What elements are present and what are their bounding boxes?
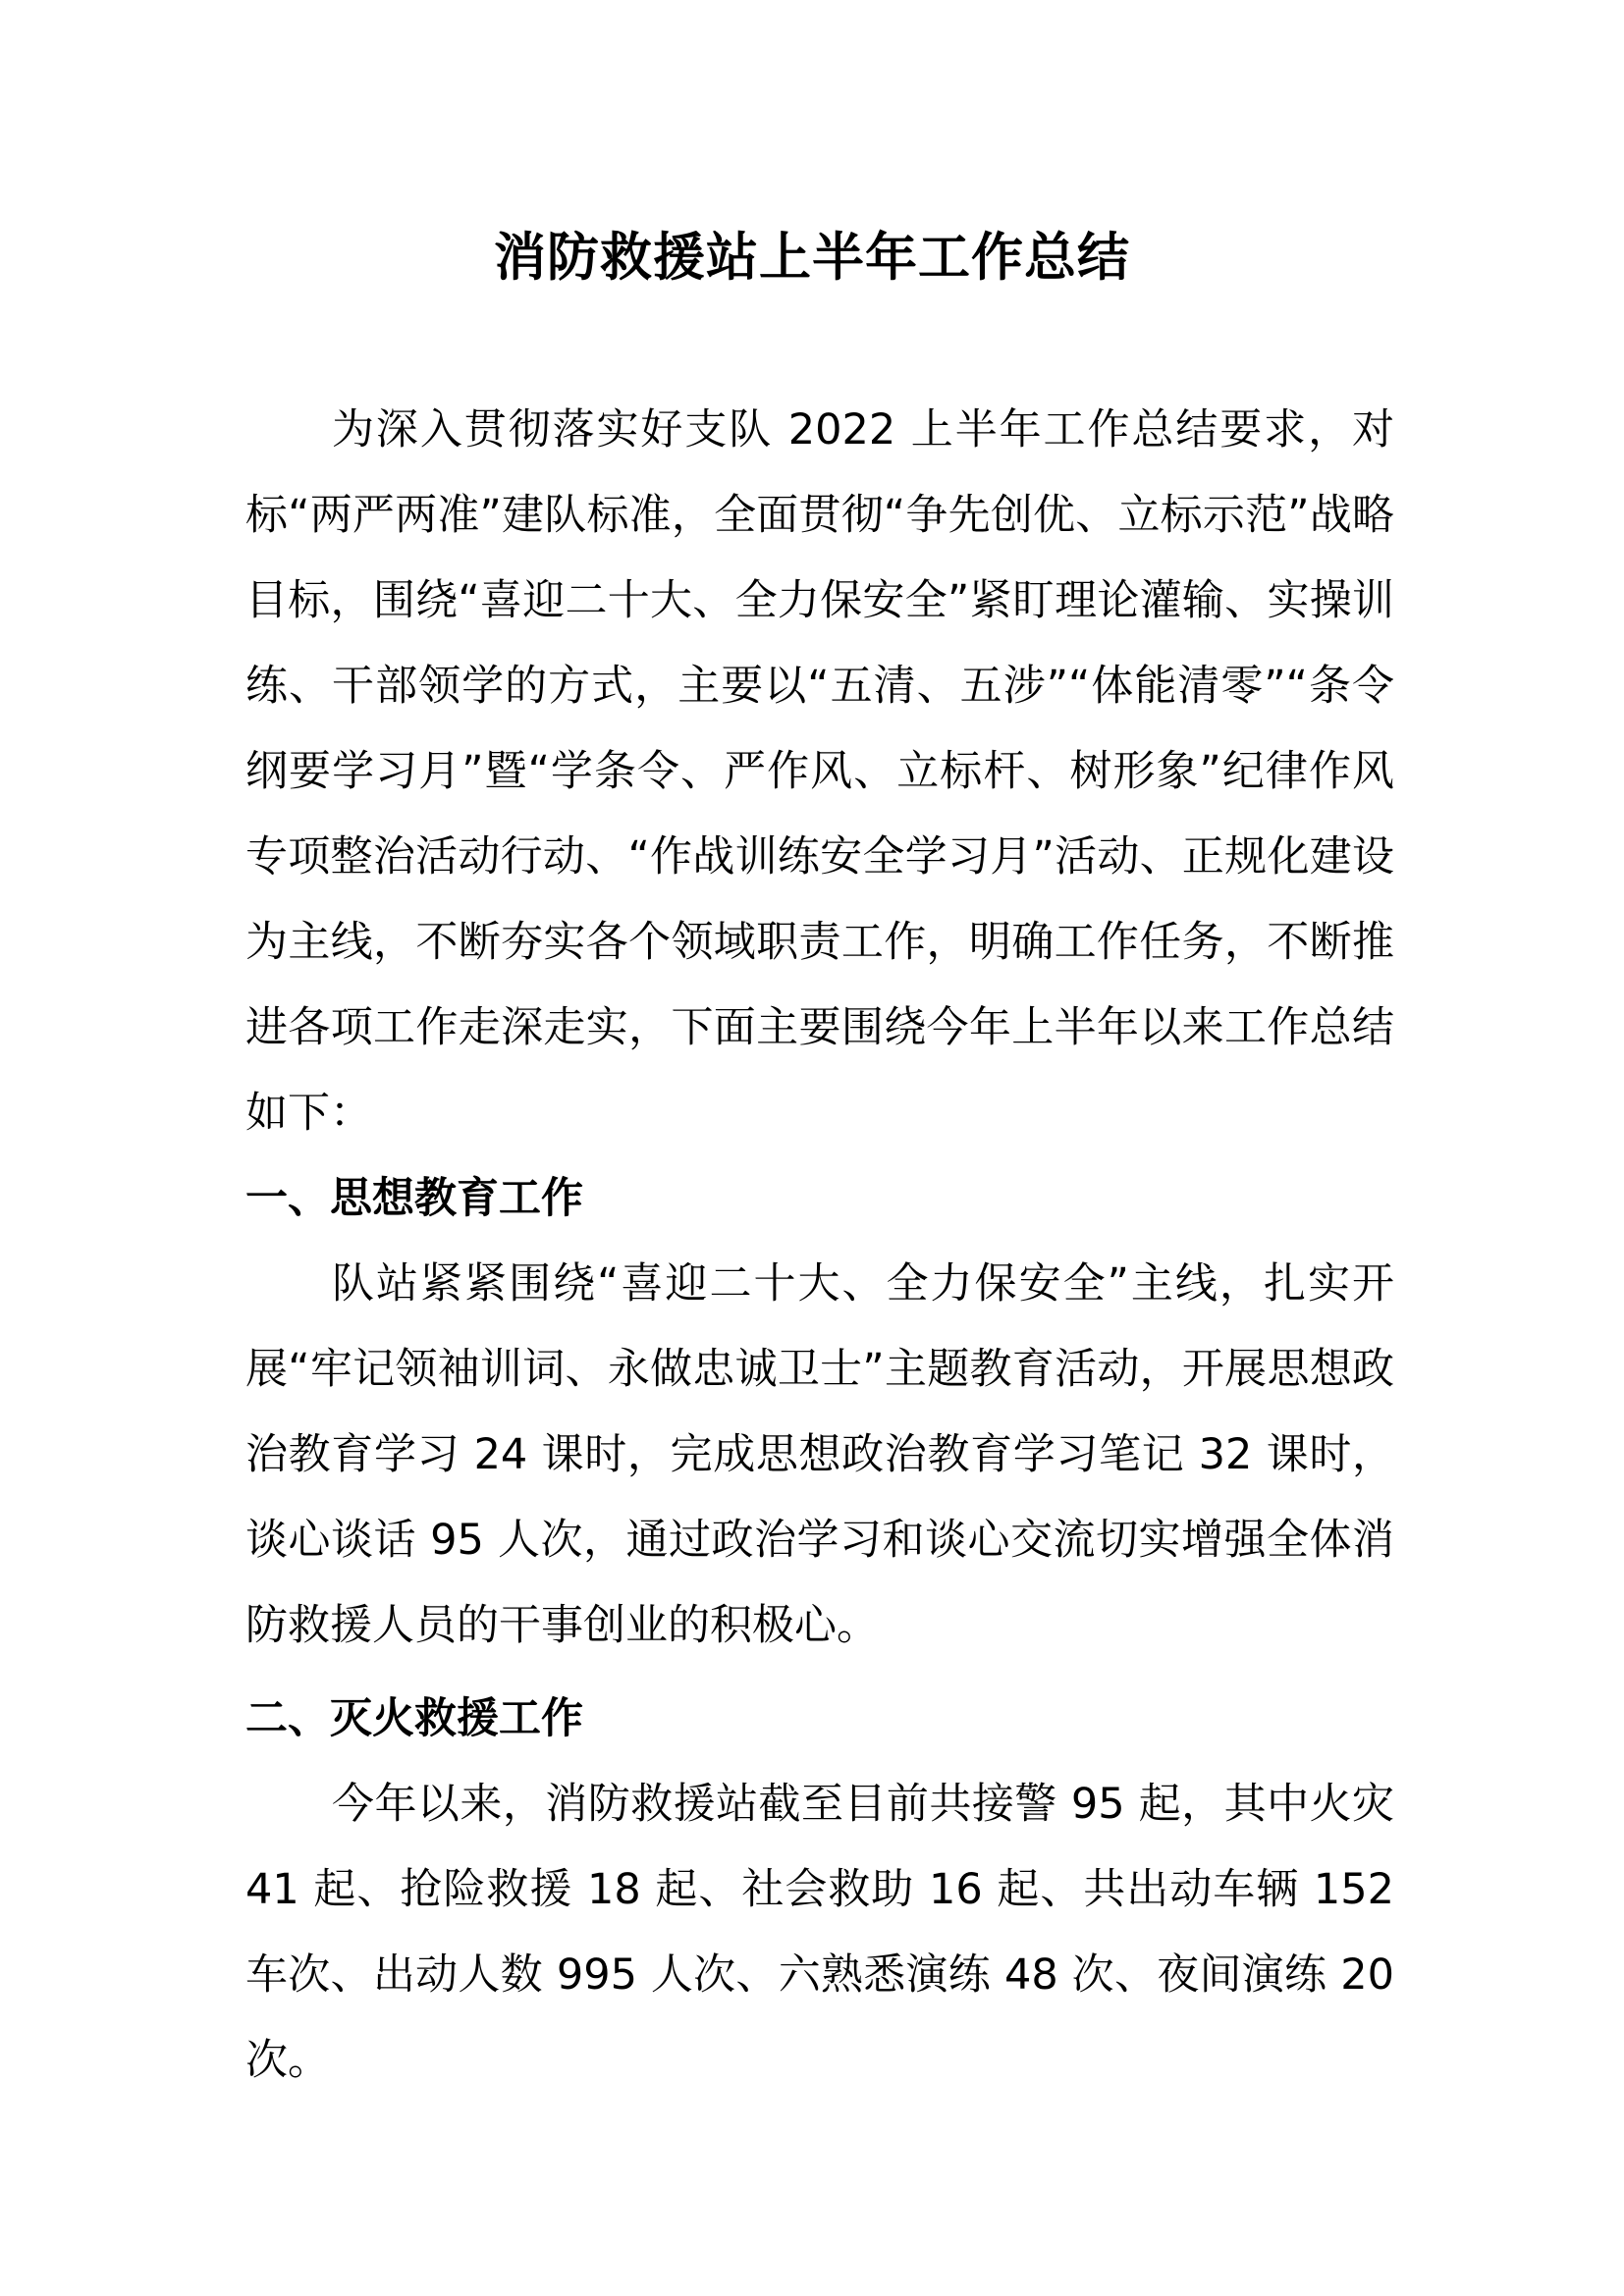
- section-heading-fire-rescue: 二、灭火救援工作: [245, 1694, 583, 1743]
- document-title: 消防救援站上半年工作总结: [494, 227, 1130, 288]
- intro-paragraph: 为深入贯彻落实好支队 2022 上半年工作总结要求，对标“两严两准”建队标准，全面贯彻“争先创优、立标示范”战略目标，围绕“喜迎二十大、全力保安全”紧盯理论灌输、实操训练、干部领学的方式，主要以“五清、五涉”“体能清零”“条令纲要学习月”暨“学条令、严作风、立标杆、树形象”纪律作风专项整治活动行动、“作战训练安全学习月”活动、正规化建设为主线，不断夯实各个领域职责工作，明确工作任务，不断推进各项工作走深走实，下面主要围绕今年上半年以来工作总结如下：: [245, 405, 1394, 1138]
- section-paragraph-fire-rescue: 今年以来，消防救援站截至目前共接警 95 起，其中火灾 41 起、抢险救援 18 起、社会救助 16 起、共出动车辆 152 车次、出动人数 995 人次、六熟悉演练 48 次、夜间演练 20 次。: [245, 1780, 1394, 2085]
- document-body: [245, 388, 1394, 2104]
- section-heading-ideological-education: 一、思想教育工作: [245, 1174, 583, 1223]
- section-paragraph-ideological-education: 队站紧紧围绕“喜迎二十大、全力保安全”主线，扎实开展“牢记领袖训词、永做忠诚卫士”主题教育活动，开展思想政治教育学习 24 课时，完成思想政治教育学习笔记 32 课时，谈心谈话 95 人次，通过政治学习和谈心交流切实增强全体消防救援人员的干事创业的积极心。: [245, 1259, 1394, 1650]
